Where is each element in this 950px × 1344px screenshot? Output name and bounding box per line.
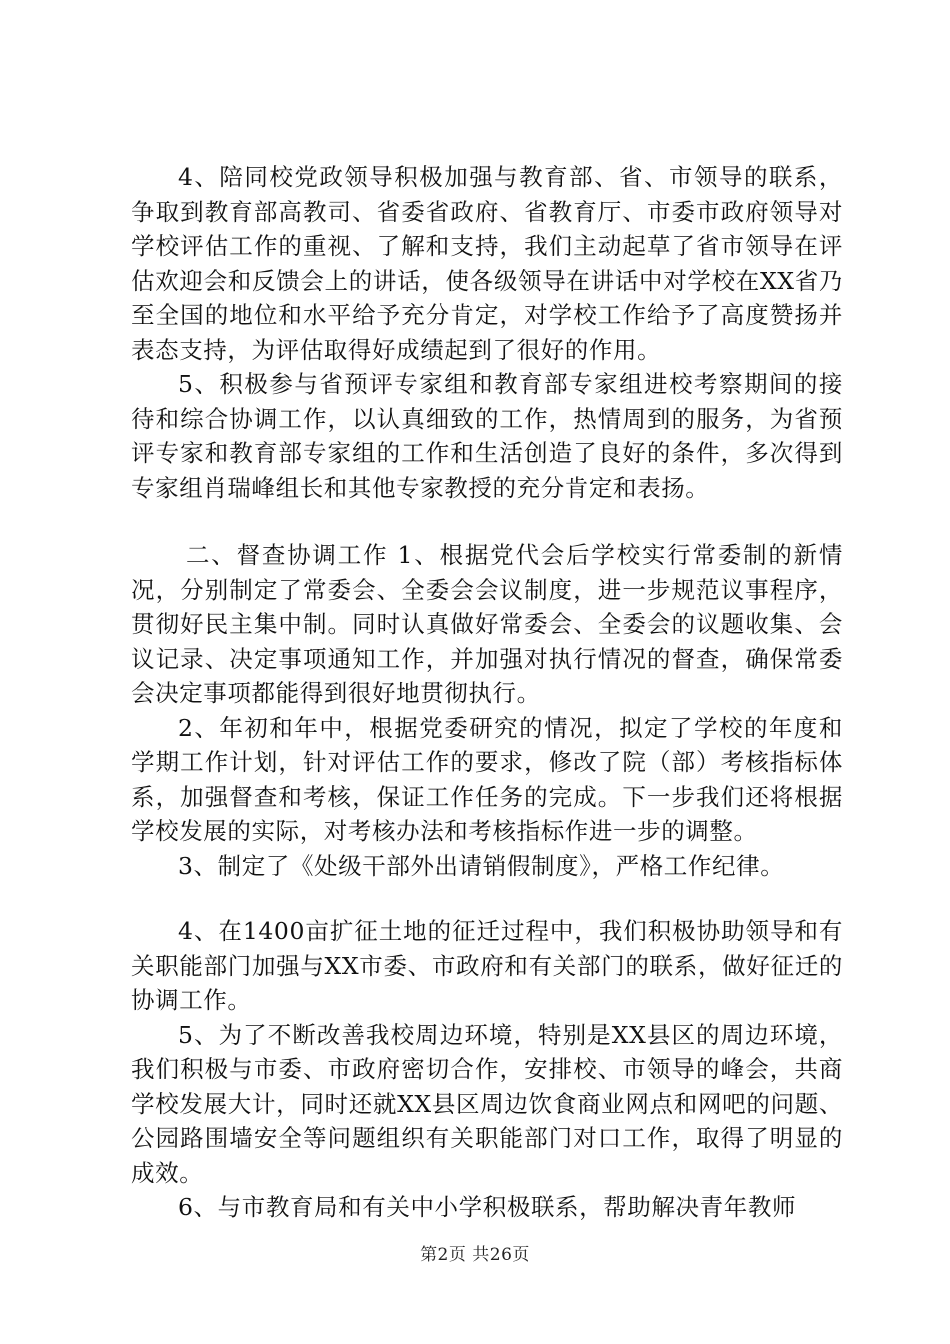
document-body (131, 160, 843, 1225)
paragraph-item-4-land-acquisition: 4、在1400亩扩征土地的征迁过程中，我们积极协助领导和有关职能部门加强与XX市委、市政府和有关部门的联系，做好征迁的协调工作。 (131, 917, 843, 1014)
paragraph-item-5-campus-environment: 5、为了不断改善我校周边环境，特别是XX县区的周边环境，我们积极与市委、市政府密切合作，安排校、市领导的峰会，共商学校发展大计，同时还就XX县区周边饮食商业网点和网吧的问题、公园路围墙安全等问题组织有关职能部门对口工作，取得了明显的成效。 (131, 1020, 843, 1187)
paragraph-item-5-expert-reception: 5、积极参与省预评专家组和教育部专家组进校考察期间的接待和综合协调工作，以认真细致的工作，热情周到的服务，为省预评专家和教育部专家组的工作和生活创造了良好的条件，多次得到专家组肖瑞峰组长和其他专家教授的充分肯定和表扬。 (131, 370, 843, 502)
page-number-footer: 第2页 共26页 (420, 1245, 530, 1265)
paragraph-item-6-education-bureau: 6、与市教育局和有关中小学积极联系，帮助解决青年教师 (178, 1193, 797, 1221)
paragraph-item-2-work-plan: 2、年初和年中，根据党委研究的情况，拟定了学校的年度和学期工作计划，针对评估工作的要求，修改了院（部）考核指标体系，加强督查和考核，保证工作任务的完成。下一步我们还将根据学校发展的实际，对考核办法和考核指标作进一步的调整。 (131, 713, 843, 845)
paragraph-item-3-leave-policy: 3、制定了《处级干部外出请销假制度》，严格工作纪律。 (178, 851, 785, 880)
paragraph-section-2-supervision: 二、督查协调工作 1、根据党代会后学校实行常委制的新情况，分别制定了常委会、全委会会议制度，进一步规范议事程序，贯彻好民主集中制。同时认真做好常委会、全委会的议题收集、会议记录、决定事项通知工作，并加强对执行情况的督查，确保常委会决定事项都能得到很好地贯彻执行。 (131, 541, 843, 707)
paragraph-item-4-leaders-liaison: 4、陪同校党政领导积极加强与教育部、省、市领导的联系，争取到教育部高教司、省委省政府、省教育厅、市委市政府领导对学校评估工作的重视、了解和支持，我们主动起草了省市领导在评估欢迎会和反馈会上的讲话，使各级领导在讲话中对学校在XX省乃至全国的地位和水平给予充分肯定，对学校工作给予了高度赞扬并表态支持，为评估取得好成绩起到了很好的作用。 (131, 163, 843, 364)
